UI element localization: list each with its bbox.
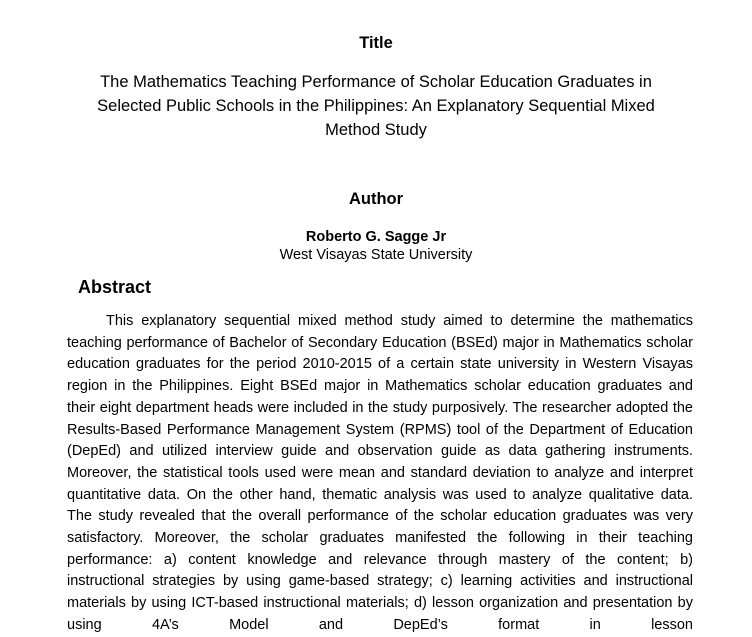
author-affiliation: West Visayas State University (279, 246, 473, 263)
title-heading: Title (359, 34, 393, 52)
author-name: Roberto G. Sagge Jr (305, 229, 447, 245)
abstract-heading: Abstract (78, 277, 152, 297)
abstract-paragraph: This explanatory sequential mixed method study aimed to determine the mathematics teaching performance of Bachelor of Secondary Education (BSEd) major in Mathematics scholar education graduates for the period 2010-2015 of a certain state university in Western Visayas region in the Philippines. Eight BSEd major in Mathematics scholar education graduates and their eight department heads were included in the study purposively. The researcher adopted the Results-Based Performance Management System (RPMS) tool of the Department of Education (DepEd) and utilized interview guide and observation guide as data gathering instruments. Moreover, the statistical tools used were mean and standard deviation to analyze and interpret quantitative data. On the other hand, thematic analysis was used to analyze qualitative data. The study revealed that the overall performance of the scholar education graduates was very satisfactory. Moreover, the scholar graduates manifested the following in their teaching performance: a) content knowledge and relevance through mastery of the content; b) instructional strategies by using game-based strategy; c) learning activities and instructional materials by using ICT-based instructional materials; d) lesson organization and presentation by using 4A’s Model and DepEd’s format in lesson (67, 313, 693, 633)
paper-title: The Mathematics Teaching Performance of Scholar Education Graduates in Selected Public Schools in the Philippines: An Explanatory Sequential Mixed Method Study (97, 73, 655, 139)
author-heading: Author (348, 190, 404, 208)
